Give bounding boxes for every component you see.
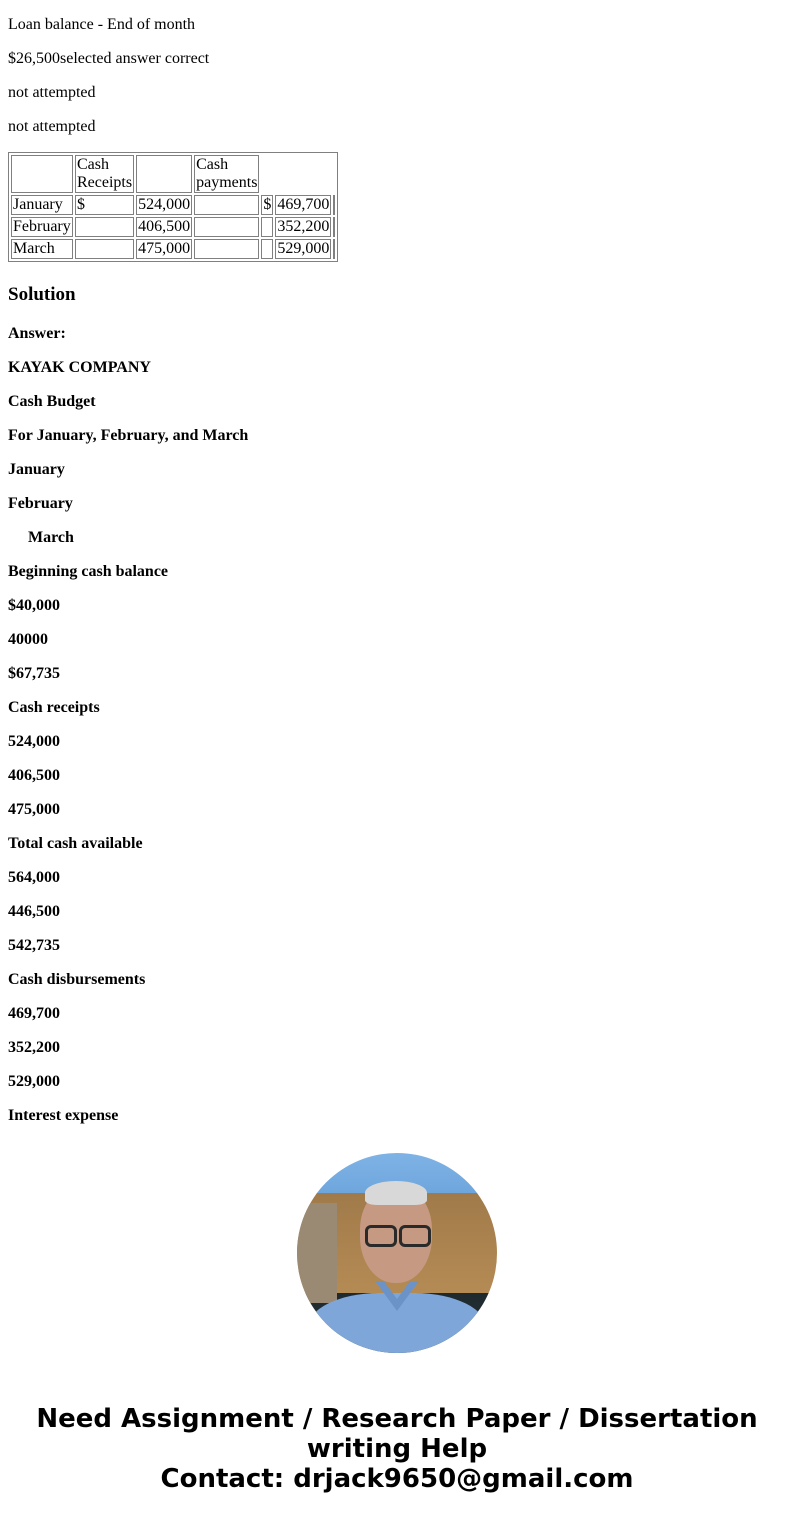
table-cell-empty [194, 217, 259, 237]
solution-line: 524,000 [8, 733, 60, 750]
solution-line: Answer: [8, 325, 66, 342]
currency-cell: $ [263, 196, 272, 213]
table-row [11, 217, 335, 237]
solution-line: KAYAK COMPANY [8, 359, 151, 376]
currency-cell [261, 239, 273, 259]
table-row [11, 239, 335, 259]
solution-line: 542,735 [8, 937, 60, 954]
solution-line: Total cash available [8, 835, 143, 852]
receipts-cell: 475,000 [138, 240, 191, 257]
loan-balance-label: Loan balance - End of month [8, 16, 196, 33]
receipts-cell: 524,000 [138, 196, 191, 213]
solution-line: 446,500 [8, 903, 60, 920]
solution-heading: Solution [8, 284, 76, 305]
table-cell-empty [194, 239, 259, 259]
table-cell-empty [194, 195, 259, 215]
solution-line: 406,500 [8, 767, 60, 784]
status-not-attempted-2: not attempted [8, 118, 96, 135]
payments-cell: 469,700 [277, 196, 330, 213]
solution-line: 529,000 [8, 1073, 60, 1090]
footer-contact: Contact: drjack9650@gmail.com [160, 1464, 634, 1494]
month-cell: February [11, 217, 73, 237]
avatar [297, 1153, 497, 1353]
table-row [11, 195, 335, 215]
contact-footer [0, 1404, 794, 1494]
cash-table [8, 152, 338, 262]
table-cell-empty [136, 155, 192, 193]
header-cash-receipts: Cash Receipts [77, 156, 133, 191]
table-cell-empty [11, 155, 73, 193]
payments-cell: 352,200 [277, 218, 330, 235]
solution-line: 469,700 [8, 1005, 60, 1022]
solution-line: March [28, 529, 74, 546]
currency-cell [75, 239, 134, 259]
solution-line: 40000 [8, 631, 48, 648]
solution-line: Cash receipts [8, 699, 100, 716]
solution-line: Cash Budget [8, 393, 96, 410]
payments-cell: 529,000 [277, 240, 330, 257]
table-cell-empty [333, 239, 335, 259]
table-cell-empty [333, 195, 335, 215]
table-header-row [11, 155, 335, 193]
solution-line: $67,735 [8, 665, 60, 682]
table-cell-empty [333, 217, 335, 237]
solution-line: 475,000 [8, 801, 60, 818]
loan-balance-row [8, 50, 209, 68]
currency-cell: $ [75, 195, 134, 215]
solution-line: 564,000 [8, 869, 60, 886]
status-not-attempted-1: not attempted [8, 84, 96, 101]
solution-line: Interest expense [8, 1107, 119, 1124]
footer-line-1: Need Assignment / Research Paper / Dissertation [36, 1404, 758, 1434]
solution-line: January [8, 461, 65, 478]
solution-line: 352,200 [8, 1039, 60, 1056]
answer-status: selected answer correct [60, 50, 210, 67]
solution-line: Cash disbursements [8, 971, 146, 988]
currency-cell [261, 217, 273, 237]
receipts-cell: 406,500 [138, 218, 191, 235]
solution-line: For January, February, and March [8, 427, 249, 444]
header-cash-payments: Cash payments [196, 156, 258, 191]
solution-line: Beginning cash balance [8, 563, 169, 580]
month-cell: March [11, 239, 73, 259]
month-cell: January [11, 195, 73, 215]
footer-line-2: writing Help [306, 1434, 488, 1464]
solution-line: $40,000 [8, 597, 60, 614]
solution-line: February [8, 495, 73, 512]
currency-cell [75, 217, 134, 237]
loan-balance-value: $26,500 [8, 50, 60, 67]
